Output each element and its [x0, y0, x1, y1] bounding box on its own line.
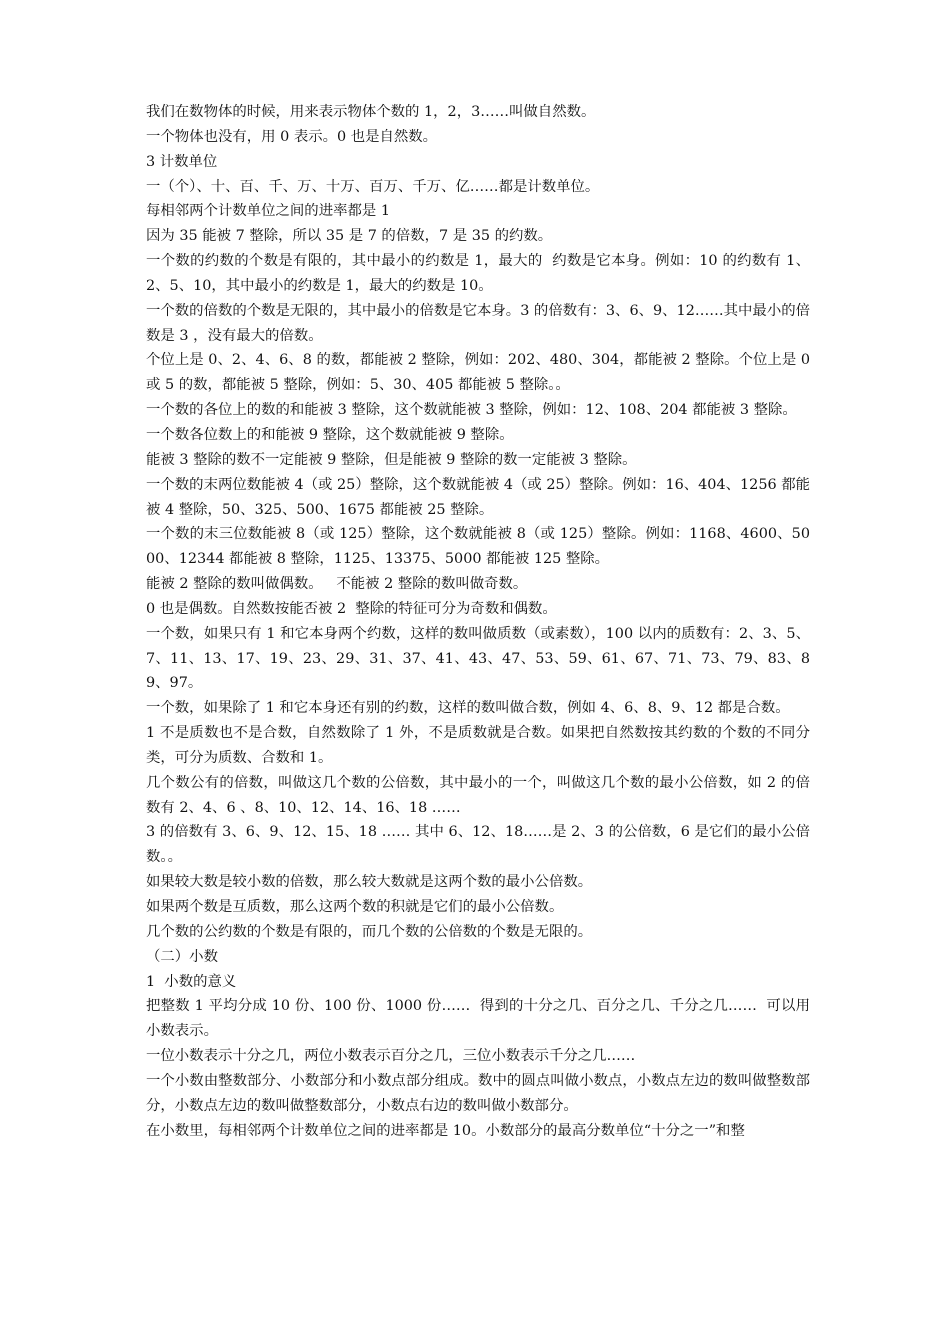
paragraph-zero-even: 0 也是偶数。自然数按能否被 2 整除的特征可分为奇数和偶数。 [146, 600, 557, 617]
paragraph-counting-units-list: 一（个）、十、百、千、万、十万、百万、千万、亿……都是计数单位。 [146, 178, 600, 195]
paragraph-common-multiple: 几个数公有的倍数，叫做这几个数的公倍数，其中最小的一个，叫做这几个数的最小公倍数，如 2 的倍数有 2、4、6 、8、10、12、14、16、18 …… [146, 774, 810, 816]
paragraph-lcm-larger: 如果较大数是较小数的倍数，那么较大数就是这两个数的最小公倍数。 [146, 874, 593, 891]
paragraph-3-vs-9: 能被 3 整除的数不一定能被 9 整除，但是能被 9 整除的数一定能被 3 整除。 [146, 451, 637, 468]
paragraph-decimal-parts: 一个小数由整数部分、小数部分和小数点部分组成。数中的圆点叫做小数点，小数点左边的数叫做整数部分，小数点左边的数叫做整数部分，小数点右边的数叫做小数部分。 [146, 1072, 810, 1114]
paragraph-lcm-example: 3 的倍数有 3、6、9、12、15、18 …… 其中 6、12、18……是 2、3 的公倍数，6 是它们的最小公倍数。。 [146, 824, 810, 866]
paragraph-lcm-coprime: 如果两个数是互质数，那么这两个数的积就是它们的最小公倍数。 [146, 899, 564, 915]
heading-decimals: （二）小数 [146, 948, 218, 965]
paragraph-divisible-4-25: 一个数的末两位数能被 4（或 25）整除，这个数就能被 4（或 25）整除。例如：16、404、1256 都能被 4 整除，50、325、500、1675 都能被 25 整除。 [146, 476, 810, 518]
paragraph-divisible-9: 一个数各位数上的和能被 9 整除，这个数就能被 9 整除。 [146, 426, 514, 443]
paragraph-one-neither: 1 不是质数也不是合数，自然数除了 1 外，不是质数就是合数。如果把自然数按其约数的个数的不同分类，可分为质数、合数和 1。 [146, 725, 810, 766]
paragraph-composite-numbers: 一个数，如果除了 1 和它本身还有别的约数，这样的数叫做合数，例如 4、6、8、9、12 都是合数。 [146, 700, 790, 717]
paragraph-divisor-count: 一个数的约数的个数是有限的，其中最小的约数是 1，最大的 约数是它本身。例如：10 的约数有 1、2、5、10，其中最小的约数是 1，最大的约数是 10。 [146, 253, 810, 294]
heading-counting-units: 3 计数单位 [146, 153, 218, 170]
paragraph-unit-ratio: 每相邻两个计数单位之间的进率都是 1 [146, 203, 390, 220]
paragraph-prime-numbers: 一个数，如果只有 1 和它本身两个约数，这样的数叫做质数（或素数），100 以内的质数有：2、3、5、7、11、13、17、19、23、29、31、37、41、43、47、53、59、61、67、71、73、79、83、89、97。 [146, 625, 810, 692]
paragraph-decimal-places: 一位小数表示十分之几，两位小数表示百分之几，三位小数表示千分之几…… [146, 1048, 636, 1065]
paragraph-divisible-2-5: 个位上是 0、2、4、6、8 的数，都能被 2 整除，例如：202、480、304，都能被 2 整除。个位上是 0 或 5 的数，都能被 5 整除，例如：5、30、405 都能被 5 整除。。 [146, 352, 815, 394]
paragraph-divisible-3: 一个数的各位上的数的和能被 3 整除，这个数就能被 3 整除，例如：12、108、204 都能被 3 整除。 [146, 402, 797, 419]
paragraph-natural-numbers: 我们在数物体的时候，用来表示物体个数的 1，2，3……叫做自然数。 [146, 104, 596, 120]
document-body [146, 100, 815, 1143]
paragraph-finite-infinite: 几个数的公约数的个数是有限的，而几个数的公倍数的个数是无限的。 [146, 923, 593, 940]
paragraph-even-odd: 能被 2 整除的数叫做偶数。 不能被 2 整除的数叫做奇数。 [146, 576, 528, 593]
paragraph-multiple-count: 一个数的倍数的个数是无限的，其中最小的倍数是它本身。3 的倍数有：3、6、9、12……其中最小的倍数是 3 ，没有最大的倍数。 [146, 302, 810, 344]
paragraph-divisor-example: 因为 35 能被 7 整除，所以 35 是 7 的倍数，7 是 35 的约数。 [146, 228, 553, 245]
paragraph-decimal-ratio: 在小数里，每相邻两个计数单位之间的进率都是 10。小数部分的最高分数单位“十分之一”和整 [146, 1122, 745, 1139]
heading-decimal-meaning: 1 小数的意义 [146, 973, 237, 990]
paragraph-divisible-8-125: 一个数的末三位数能被 8（或 125）整除，这个数就能被 8（或 125）整除。例如：1168、4600、5000、12344 都能被 8 整除，1125、13375、5000 都能被 125 整除。 [146, 526, 810, 568]
paragraph-zero-natural: 一个物体也没有，用 0 表示。0 也是自然数。 [146, 128, 438, 145]
paragraph-decimal-definition: 把整数 1 平均分成 10 份、100 份、1000 份…… 得到的十分之几、百分之几、千分之几…… 可以用小数表示。 [146, 998, 810, 1040]
